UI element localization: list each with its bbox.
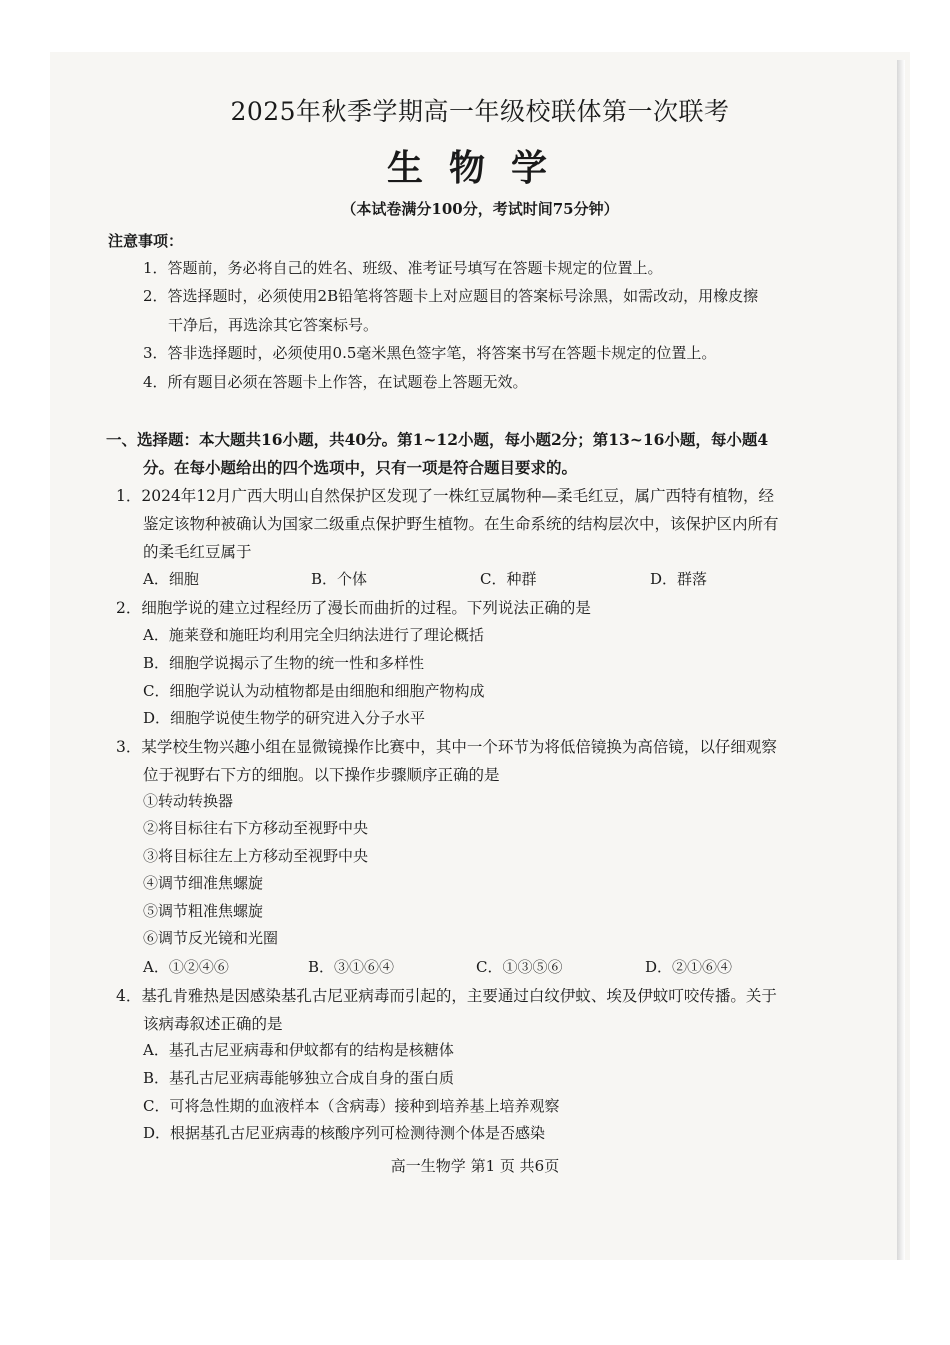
question-3-option-d: D．②①⑥④ xyxy=(645,958,733,976)
question-3-step-4: ④调节细准焦螺旋 xyxy=(143,874,264,892)
question-3-step-3: ③将目标往左上方移动至视野中央 xyxy=(143,847,369,865)
question-3-stem-line-1: 3．某学校生物兴趣小组在显微镜操作比赛中，其中一个环节为将低倍镜换为高倍镜，以仔细观察 xyxy=(116,738,777,756)
question-2-option-b: B．细胞学说揭示了生物的统一性和多样性 xyxy=(143,654,425,672)
question-1-stem-line-3: 的柔毛红豆属于 xyxy=(143,543,252,561)
question-4-option-c: C．可将急性期的血液样本（含病毒）接种到培养基上培养观察 xyxy=(143,1097,560,1115)
question-4-option-b: B．基孔古尼亚病毒能够独立合成自身的蛋白质 xyxy=(143,1069,455,1087)
exam-title: 2025年秋季学期高一年级校联体第一次联考 xyxy=(230,97,730,126)
question-3-step-5: ⑤调节粗准焦螺旋 xyxy=(143,902,264,920)
question-2-stem: 2．细胞学说的建立过程经历了漫长而曲折的过程。下列说法正确的是 xyxy=(116,599,591,617)
question-3-step-2: ②将目标往右下方移动至视野中央 xyxy=(143,819,369,837)
question-3-stem-line-2: 位于视野右下方的细胞。以下操作步骤顺序正确的是 xyxy=(143,766,500,784)
notice-heading: 注意事项： xyxy=(108,232,184,250)
section-1-heading-line-1: 一、选择题：本大题共16小题，共40分。第1~12小题，每小题2分；第13~16小题，每小题4 xyxy=(106,430,769,449)
question-2-option-c: C．细胞学说认为动植物都是由细胞和细胞产物构成 xyxy=(143,682,485,700)
exam-score-time-note: （本试卷满分100分，考试时间75分钟） xyxy=(341,200,619,218)
subject-title: 生物学 xyxy=(386,147,573,189)
question-4-option-d: D．根据基孔古尼亚病毒的核酸序列可检测待测个体是否感染 xyxy=(143,1124,546,1142)
question-4-stem-line-1: 4．基孔肯雅热是因感染基孔古尼亚病毒而引起的，主要通过白纹伊蚊、埃及伊蚊叮咬传播。关于 xyxy=(116,987,777,1005)
question-1-option-b: B．个体 xyxy=(311,570,368,588)
notice-item-1: 1．答题前，务必将自己的姓名、班级、准考证号填写在答题卡规定的位置上。 xyxy=(143,259,663,277)
question-3-option-c: C．①③⑤⑥ xyxy=(476,958,563,976)
question-1-option-c: C．种群 xyxy=(480,570,537,588)
question-1-stem-line-2: 鉴定该物种被确认为国家二级重点保护野生植物。在生命系统的结构层次中，该保护区内所有 xyxy=(143,515,779,533)
page-footer: 高一生物学 第1 页 共6页 xyxy=(390,1157,560,1175)
notice-item-2-cont: 干净后，再选涂其它答案标号。 xyxy=(168,316,379,334)
notice-item-3: 3．答非选择题时，必须使用0.5毫米黑色签字笔，将答案书写在答题卡规定的位置上。 xyxy=(143,344,717,362)
question-3-option-a: A．①②④⑥ xyxy=(143,958,229,976)
question-3-step-6: ⑥调节反光镜和光圈 xyxy=(143,929,279,947)
notice-item-4: 4．所有题目必须在答题卡上作答，在试题卷上答题无效。 xyxy=(143,373,528,391)
question-2-option-a: A．施莱登和施旺均利用完全归纳法进行了理论概括 xyxy=(143,626,484,644)
section-1-heading-line-2: 分。在每小题给出的四个选项中，只有一项是符合题目要求的。 xyxy=(143,458,578,477)
question-1-option-d: D．群落 xyxy=(650,570,708,588)
notice-item-2: 2．答选择题时，必须使用2B铅笔将答题卡上对应题目的答案标号涂黑，如需改动，用橡皮擦 xyxy=(143,287,759,305)
question-4-stem-line-2: 该病毒叙述正确的是 xyxy=(143,1015,283,1033)
question-3-option-b: B．③①⑥④ xyxy=(308,958,395,976)
question-1-option-a: A．细胞 xyxy=(143,570,199,588)
question-1-stem-line-1: 1．2024年12月广西大明山自然保护区发现了一株红豆属物种—柔毛红豆，属广西特有植物，经 xyxy=(116,487,775,505)
question-3-step-1: ①转动转换器 xyxy=(143,792,234,810)
question-4-option-a: A．基孔古尼亚病毒和伊蚊都有的结构是核糖体 xyxy=(143,1041,454,1059)
page-edge-shadow xyxy=(897,60,905,1260)
question-2-option-d: D．细胞学说使生物学的研究进入分子水平 xyxy=(143,709,426,727)
